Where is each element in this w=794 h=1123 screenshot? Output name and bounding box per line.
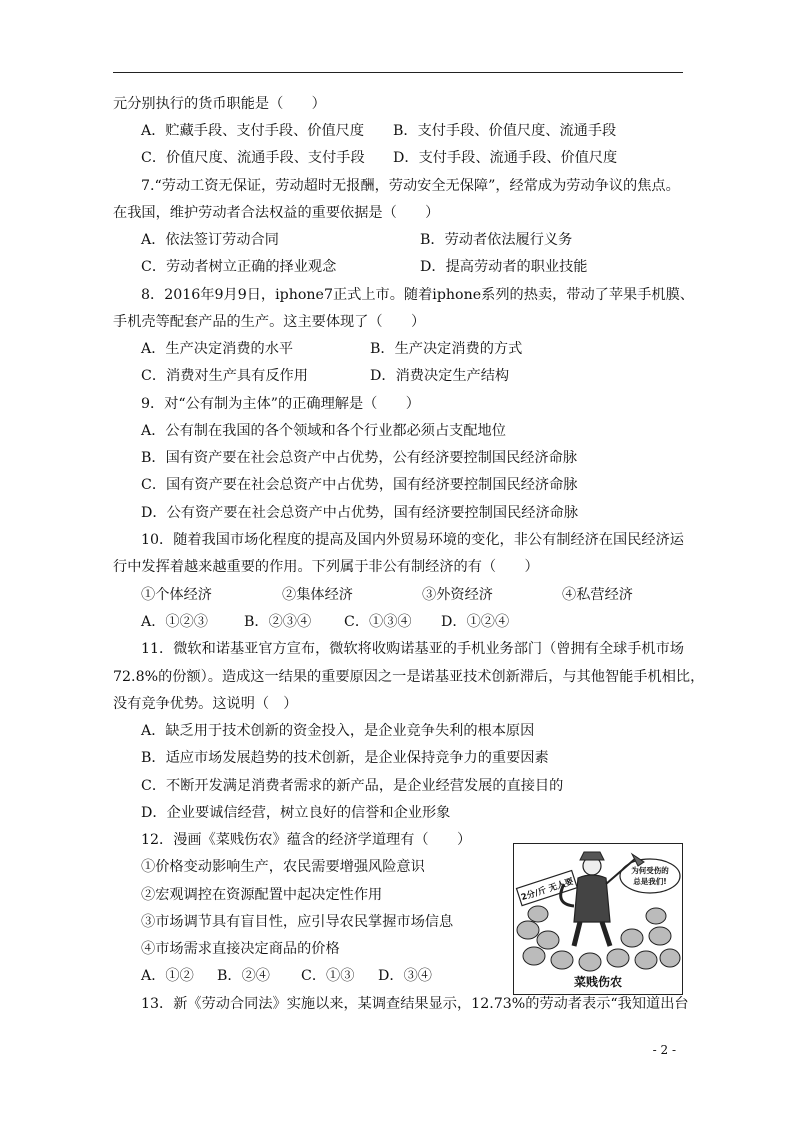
text-line: 72.8%的份额）。造成这一结果的重要原因之一是诺基亚技术创新滞后，与其他智能手机相比， bbox=[113, 669, 705, 685]
option-a: A．①② bbox=[141, 968, 194, 984]
option-a: A．缺乏用于技术创新的资金投入，是企业竞争失利的根本原因 bbox=[141, 723, 535, 739]
option-a: A．公有制在我国的各个领域和各个行业都必须占支配地位 bbox=[141, 423, 506, 439]
option-c: C．劳动者树立正确的择业观念 bbox=[141, 259, 337, 275]
statement-2: ②集体经济 bbox=[282, 587, 353, 603]
bubble-line-1: 为何受伤的 bbox=[631, 866, 669, 875]
option-b: B．适应市场发展趋势的技术创新，是企业保持竞争力的重要因素 bbox=[141, 750, 549, 766]
option-c: C．国有资产要在社会总资产中占优势，国有经济要控制国民经济命脉 bbox=[141, 477, 578, 493]
question-13: 13．新《劳动合同法》实施以来，某调查结果显示，12.73%的劳动者表示“我知道出台 bbox=[141, 996, 689, 1012]
text-line: 手机壳等配套产品的生产。这主要体现了（ ） bbox=[113, 314, 426, 330]
option-d: D．①②④ bbox=[441, 614, 510, 630]
statement-2: ②宏观调控在资源配置中起决定性作用 bbox=[141, 887, 383, 903]
option-d: D．③④ bbox=[378, 968, 432, 984]
question-10: 10．随着我国市场化程度的提高及国内外贸易环境的变化，非公有制经济在国民经济运 bbox=[141, 532, 684, 548]
option-b: B．国有资产要在社会总资产中占优势，公有经济要控制国民经济命脉 bbox=[141, 450, 578, 466]
option-d: D．消费决定生产结构 bbox=[370, 368, 510, 384]
option-d: D．企业要诚信经营，树立良好的信誉和企业形象 bbox=[141, 805, 451, 821]
cartoon-caption: 菜贱伤农 bbox=[573, 975, 622, 989]
question-7: 7.“劳动工资无保证，劳动超时无报酬，劳动安全无保障”，经常成为劳动争议的焦点。 bbox=[141, 178, 680, 194]
option-b: B．生产决定消费的方式 bbox=[370, 341, 523, 357]
sign-text: 2分/斤 无人要 bbox=[520, 876, 575, 904]
option-a: A．依法签订劳动合同 bbox=[141, 232, 279, 248]
text-line: 在我国，维护劳动者合法权益的重要依据是（ ） bbox=[113, 205, 440, 221]
statement-1: ①个体经济 bbox=[141, 587, 212, 603]
cartoon-drawing bbox=[514, 844, 682, 976]
statement-3: ③市场调节具有盲目性，应引导农民掌握市场信息 bbox=[141, 914, 454, 930]
bubble-line-2: 总是我们! bbox=[633, 877, 667, 886]
option-c: C．①③④ bbox=[344, 614, 412, 630]
option-c: C．消费对生产具有反作用 bbox=[141, 368, 308, 384]
option-a: A．贮藏手段、支付手段、价值尺度 bbox=[141, 123, 365, 139]
question-9: 9．对“公有制为主体”的正确理解是（ ） bbox=[141, 396, 420, 412]
option-c: C．价值尺度、流通手段、支付手段 bbox=[141, 150, 365, 166]
page-number: - 2 - bbox=[652, 1043, 676, 1057]
option-c: C．①③ bbox=[301, 968, 355, 984]
question-12: 12．漫画《菜贱伤农》蕴含的经济学道理有（ ） bbox=[141, 832, 472, 848]
option-b: B．劳动者依法履行义务 bbox=[420, 232, 573, 248]
statement-4: ④私营经济 bbox=[562, 587, 633, 603]
option-d: D．公有资产要在社会总资产中占优势，国有经济要控制国民经济命脉 bbox=[141, 505, 579, 521]
option-a: A．生产决定消费的水平 bbox=[141, 341, 294, 357]
text-line: 元分别执行的货币职能是（ ） bbox=[113, 96, 326, 112]
option-b: B．②③④ bbox=[244, 614, 312, 630]
option-b: B．支付手段、价值尺度、流通手段 bbox=[393, 123, 617, 139]
option-a: A．①②③ bbox=[141, 614, 208, 630]
statement-1: ①价格变动影响生产，农民需要增强风险意识 bbox=[141, 859, 425, 875]
text-line: 没有竞争优势。这说明（ ） bbox=[113, 696, 298, 712]
question-8: 8．2016年9月9日，iphone7正式上市。随着iphone系列的热卖，带动了苹果手机膜、 bbox=[141, 287, 694, 303]
cartoon-illustration bbox=[513, 843, 683, 995]
option-d: D．支付手段、流通手段、价值尺度 bbox=[393, 150, 618, 166]
statement-4: ④市场需求直接决定商品的价格 bbox=[141, 941, 340, 957]
text-line: 行中发挥着越来越重要的作用。下列属于非公有制经济的有（ ） bbox=[113, 559, 539, 575]
option-d: D．提高劳动者的职业技能 bbox=[420, 259, 588, 275]
option-c: C．不断开发满足消费者需求的新产品，是企业经营发展的直接目的 bbox=[141, 778, 564, 794]
option-b: B．②④ bbox=[217, 968, 270, 984]
statement-3: ③外资经济 bbox=[422, 587, 493, 603]
header-rule bbox=[113, 72, 683, 73]
question-11: 11．微软和诺基亚官方宣布，微软将收购诺基亚的手机业务部门（曾拥有全球手机市场 bbox=[141, 641, 684, 657]
